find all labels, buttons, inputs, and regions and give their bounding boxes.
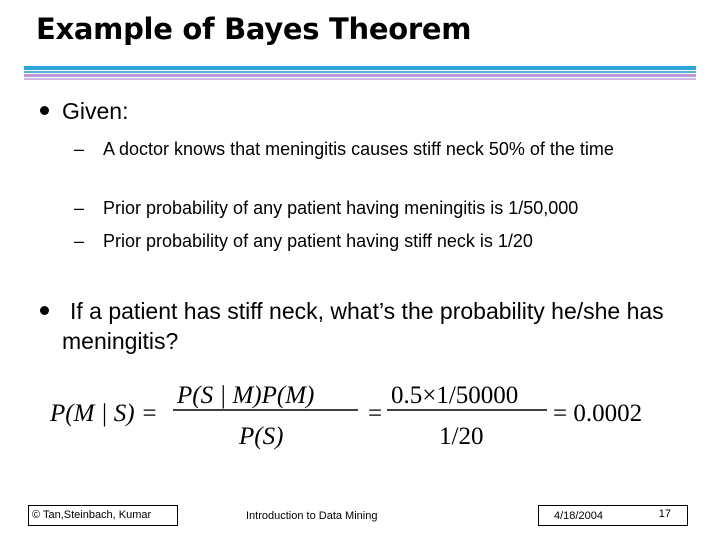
formula-denominator-2: 1/20 <box>439 423 484 450</box>
formula-equals-2: = <box>368 400 383 427</box>
title-underline-purple-thin <box>24 78 696 80</box>
sub-bullet-dash: – <box>74 231 85 251</box>
slide-title: Example of Bayes Theorem <box>36 12 472 46</box>
title-underline-blue-thin <box>24 71 696 73</box>
sub-bullet-dash: – <box>74 198 85 218</box>
formula-result: = 0.0002 <box>553 400 643 427</box>
sub-bullet-meningitis-causes: A doctor knows that meningitis causes stiff neck 50% of the time <box>103 139 614 159</box>
sub-bullet-prior-meningitis: Prior probability of any patient having meningitis is 1/50,000 <box>103 198 579 218</box>
sub-bullet-prior-stiff-neck: Prior probability of any patient having stiff neck is 1/20 <box>103 231 533 251</box>
title-underline-blue <box>24 66 696 70</box>
sub-bullet-dash: – <box>74 139 85 159</box>
formula-numerator-2: 0.5×1/50000 <box>391 382 519 409</box>
footer-book-title: Introduction to Data Mining <box>246 510 378 522</box>
bullet-question: If a patient has stiff neck, what’s the probability he/she has meningitis? <box>62 298 664 354</box>
formula-denominator-1: P(S) <box>239 423 284 450</box>
bullet-dot-icon <box>40 106 49 115</box>
footer-copyright: © Tan,Steinbach, Kumar <box>28 505 178 526</box>
footer-date-page-box <box>538 505 688 526</box>
formula-numerator-1: P(S | M)P(M) <box>177 382 315 409</box>
bayes-formula <box>50 376 690 456</box>
footer-date: 4/18/2004 <box>554 510 603 522</box>
bullet-dot-icon <box>40 306 49 315</box>
formula-lhs: P(M | S) = <box>50 400 158 427</box>
title-underline-purple <box>24 74 696 77</box>
footer-page-number: 17 <box>658 508 671 520</box>
bullet-given: Given: <box>62 98 129 124</box>
